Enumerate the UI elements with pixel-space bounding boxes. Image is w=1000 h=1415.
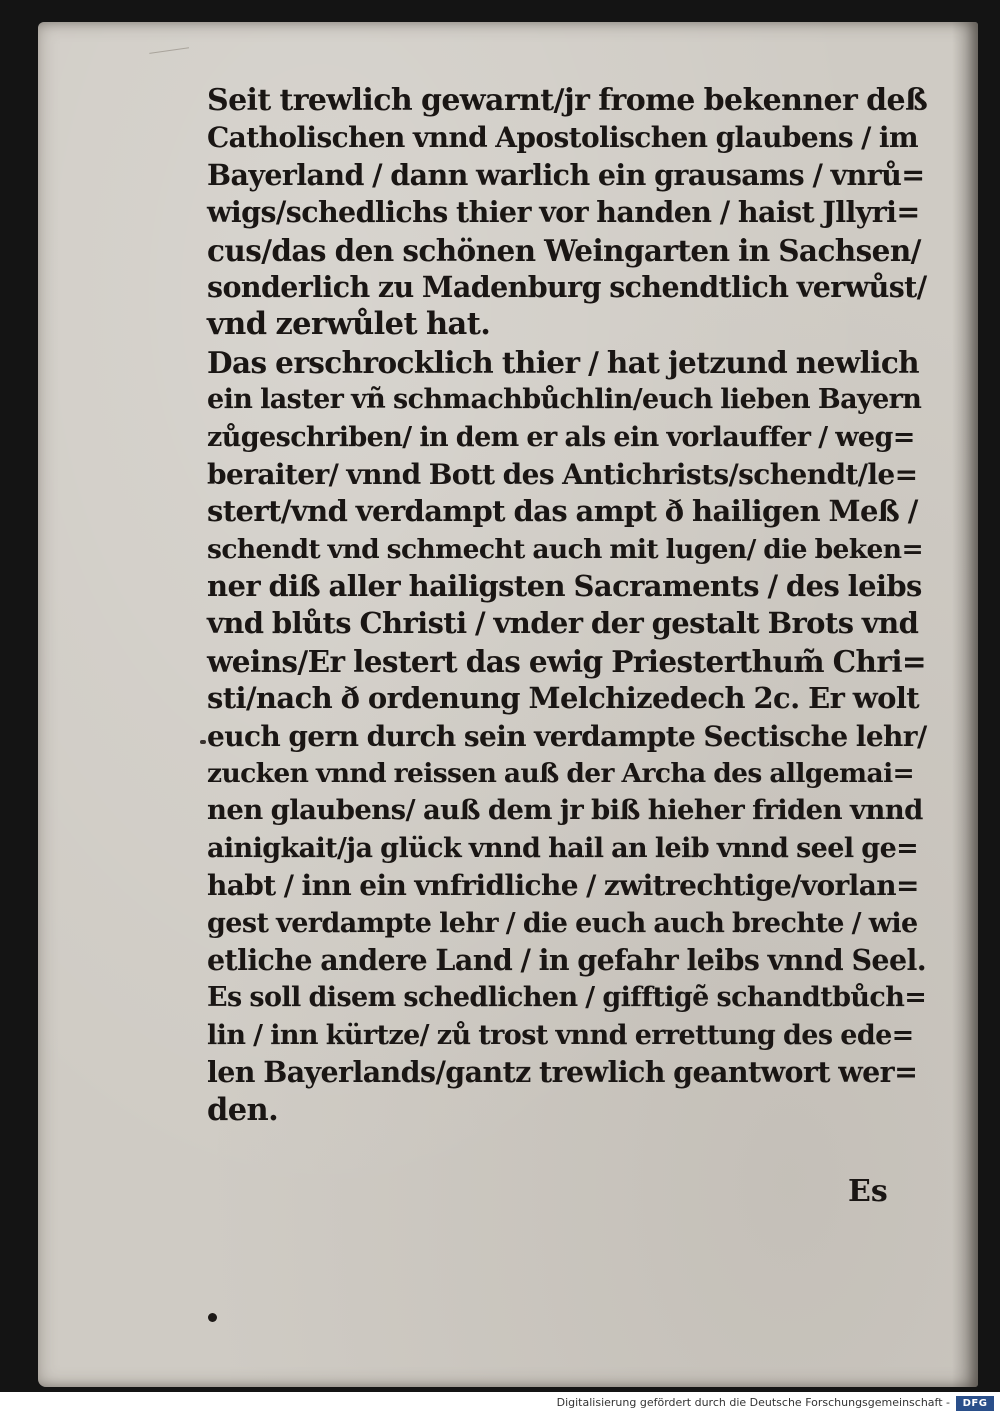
text-line-13: schendt vnd schmecht auch mit lugen/ die beken= — [207, 533, 924, 565]
text-line-18: euch gern durch sein verdampte Sectische lehr/ — [207, 719, 927, 753]
text-line-5: cus/das den schönen Weingarten in Sachsen/ — [207, 232, 921, 268]
text-line-27: len Bayerlands/gantz trewlich geantwort wer= — [207, 1055, 918, 1090]
text-line-6: sonderlich zu Madenburg schendtlich verwůst/ — [207, 269, 927, 304]
page-edge-shadow — [952, 22, 978, 1387]
text-line-16: weins/Er lestert das ewig Priesterthum̃ Chri= — [207, 643, 927, 679]
text-line-21: ainigkait/ja glück vnnd hail an leib vnnd seel ge= — [207, 832, 919, 864]
text-line-10: zůgeschriben/ in dem er als ein vorlauffer / weg= — [207, 421, 915, 453]
text-line-12: stert/vnd verdampt das ampt ð hailigen Meß / — [207, 494, 918, 529]
text-line-25: Es soll disem schedlichen / gifftigẽ schandtbůch= — [207, 982, 927, 1014]
text-line-26: lin / inn kürtze/ zů trost vnnd errettung des ede= — [207, 1019, 914, 1051]
text-line-28: den. — [207, 1091, 279, 1128]
pencil-mark — [149, 47, 190, 65]
text-line-15: vnd blůts Christi / vnder der gestalt Brots vnd — [207, 606, 919, 641]
text-line-8: Das erschrocklich thier / hat jetzund newlich — [207, 344, 920, 380]
text-line-7: vnd zerwůlet hat. — [207, 306, 491, 343]
text-line-3: Bayerland / dann warlich ein grausams / vnrů= — [207, 157, 925, 192]
dfg-logo: DFG — [956, 1396, 994, 1411]
text-line-17: sti/nach ð ordenung Melchizedech 2c. Er wolt — [207, 681, 920, 716]
text-line-1: Seit trewlich gewarnt/jr frome bekenner deß — [207, 83, 928, 118]
text-line-9: ein laster vñ schmachbůchlin/euch lieben Bayern — [207, 384, 922, 416]
text-line-11: beraiter/ vnnd Bott des Antichrists/schendt/le= — [207, 457, 918, 491]
funding-notice: Digitalisierung gefördert durch die Deutsche Forschungsgemeinschaft - — [556, 1396, 950, 1409]
text-line-19: zucken vnnd reissen auß der Archa des allgemai= — [207, 758, 915, 790]
text-line-4: wigs/schedlichs thier vor handen / haist Jllyri= — [207, 195, 920, 230]
text-line-24: etliche andere Land / in gefahr leibs vnnd Seel. — [207, 942, 927, 977]
ink-dot — [208, 1313, 217, 1322]
text-line-22: habt / inn ein vnfridliche / zwitrechtige/vorlan= — [207, 869, 919, 903]
catchword: Es — [848, 1174, 888, 1209]
page-text — [207, 82, 927, 1129]
text-line-2: Catholischen vnnd Apostolischen glaubens / im — [207, 121, 918, 155]
footer-bar — [0, 1392, 1000, 1415]
text-line-23: gest verdampte lehr / die euch auch brechte / wie — [207, 907, 918, 939]
text-line-14: ner diß aller hailigsten Sacraments / des leibs — [207, 569, 922, 604]
margin-mark — [200, 740, 206, 744]
text-line-20: nen glaubens/ auß dem jr biß hieher friden vnnd — [207, 794, 923, 827]
